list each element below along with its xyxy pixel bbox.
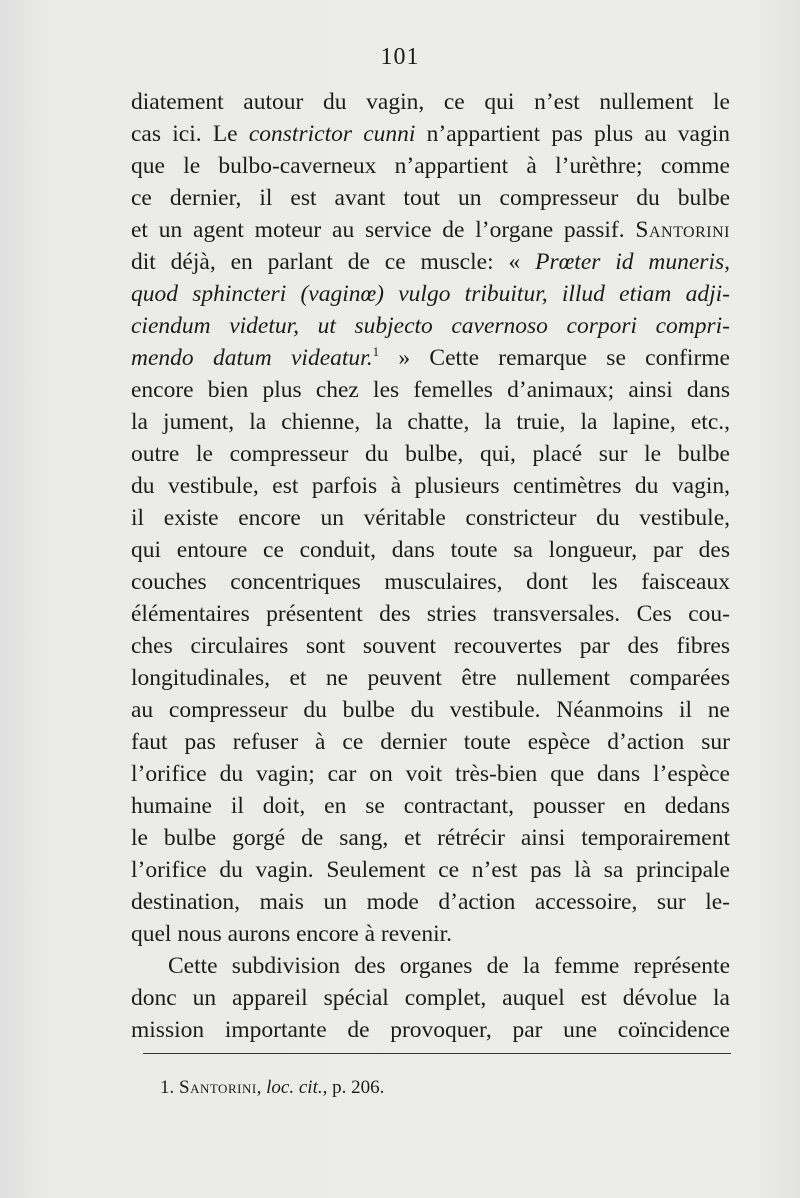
text-line: faut pas refuser à ce dernier toute espèce d’action sur: [131, 729, 730, 755]
text-line: Cette subdivision des organes de la femme représente: [168, 953, 730, 979]
text-line: [131, 310, 730, 342]
text-line: l’orifice du vagin. Seulement ce n’est pas là sa principale: [131, 857, 730, 883]
text-line: et un agent moteur au service de l’organe passif. Santorini: [131, 217, 730, 243]
footnote-divider: [143, 1053, 731, 1054]
text-line: la jument, la chienne, la chatte, la truie, la lapine, etc.,: [131, 409, 730, 435]
text-line: humaine il doit, en se contractant, pousser en dedans: [131, 793, 730, 819]
latin-quote: Prœter id muneris,: [535, 249, 731, 275]
text-line: ches circulaires sont souvent recouvertes par des fibres: [131, 633, 730, 659]
footnote-author: Santorini: [179, 1077, 257, 1098]
latin-quote: mendo datum videatur.: [131, 345, 373, 371]
text-line: dit déjà, en parlant de ce muscle: « Prœter id muneris,: [131, 249, 731, 275]
text-line: longitudinales, et ne peuvent être nullement comparées: [131, 665, 730, 691]
footnote-marker: 1: [372, 344, 380, 359]
author-name: Santorini: [635, 217, 730, 243]
text-line: qui entoure ce conduit, dans toute sa longueur, par des: [131, 537, 730, 563]
text-line: outre le compresseur du bulbe, qui, placé sur le bulbe: [131, 441, 730, 467]
text-line: il existe encore un véritable constricteur du vestibule,: [131, 505, 730, 531]
text-line: quel nous aurons encore à revenir.: [131, 921, 453, 947]
text-line: élémentaires présentent des stries transversales. Ces cou-: [131, 601, 730, 627]
latin-quote: quod sphincteri (vaginœ) vulgo tribuitur, illud etiam adji-: [131, 281, 730, 307]
text-line: l’orifice du vagin; car on voit très-bien que dans l’espèce: [131, 761, 730, 787]
text-line: destination, mais un mode d’action accessoire, sur le-: [131, 889, 730, 915]
footnote-reference: loc. cit.: [266, 1077, 323, 1098]
text-line: diatement autour du vagin, ce qui n’est nullement le: [131, 89, 730, 115]
text-line: ce dernier, il est avant tout un compresseur du bulbe: [131, 185, 730, 211]
text-line: [131, 278, 730, 310]
text-line: au compresseur du bulbe du vestibule. Néanmoins il ne: [131, 697, 730, 723]
text-line: que le bulbo-caverneux n’appartient à l’urèthre; comme: [131, 153, 730, 179]
text-line: le bulbe gorgé de sang, et rétrécir ainsi temporairement: [131, 825, 730, 851]
text-line: mendo datum videatur.$^1$ » Cette remarque se confirme: [131, 344, 730, 371]
page-number: 101: [380, 44, 420, 70]
footnote: 1. Santorini, loc. cit., p. 206.: [160, 1077, 385, 1098]
italic-term: constrictor cunni: [248, 121, 416, 147]
latin-quote: ciendum videtur, ut subjecto cavernoso corpori compri-: [131, 313, 730, 339]
text-line: couches concentriques musculaires, dont les faisceaux: [131, 569, 730, 595]
text-line: cas ici. Le constrictor cunni n’appartient pas plus au vagin: [131, 121, 731, 147]
text-line: du vestibule, est parfois à plusieurs centimètres du vagin,: [131, 473, 730, 499]
text-line: donc un appareil spécial complet, auquel est dévolue la: [131, 985, 730, 1011]
text-line: encore bien plus chez les femelles d’animaux; ainsi dans: [131, 377, 730, 403]
text-line: mission importante de provoquer, par une coïncidence: [131, 1017, 730, 1043]
